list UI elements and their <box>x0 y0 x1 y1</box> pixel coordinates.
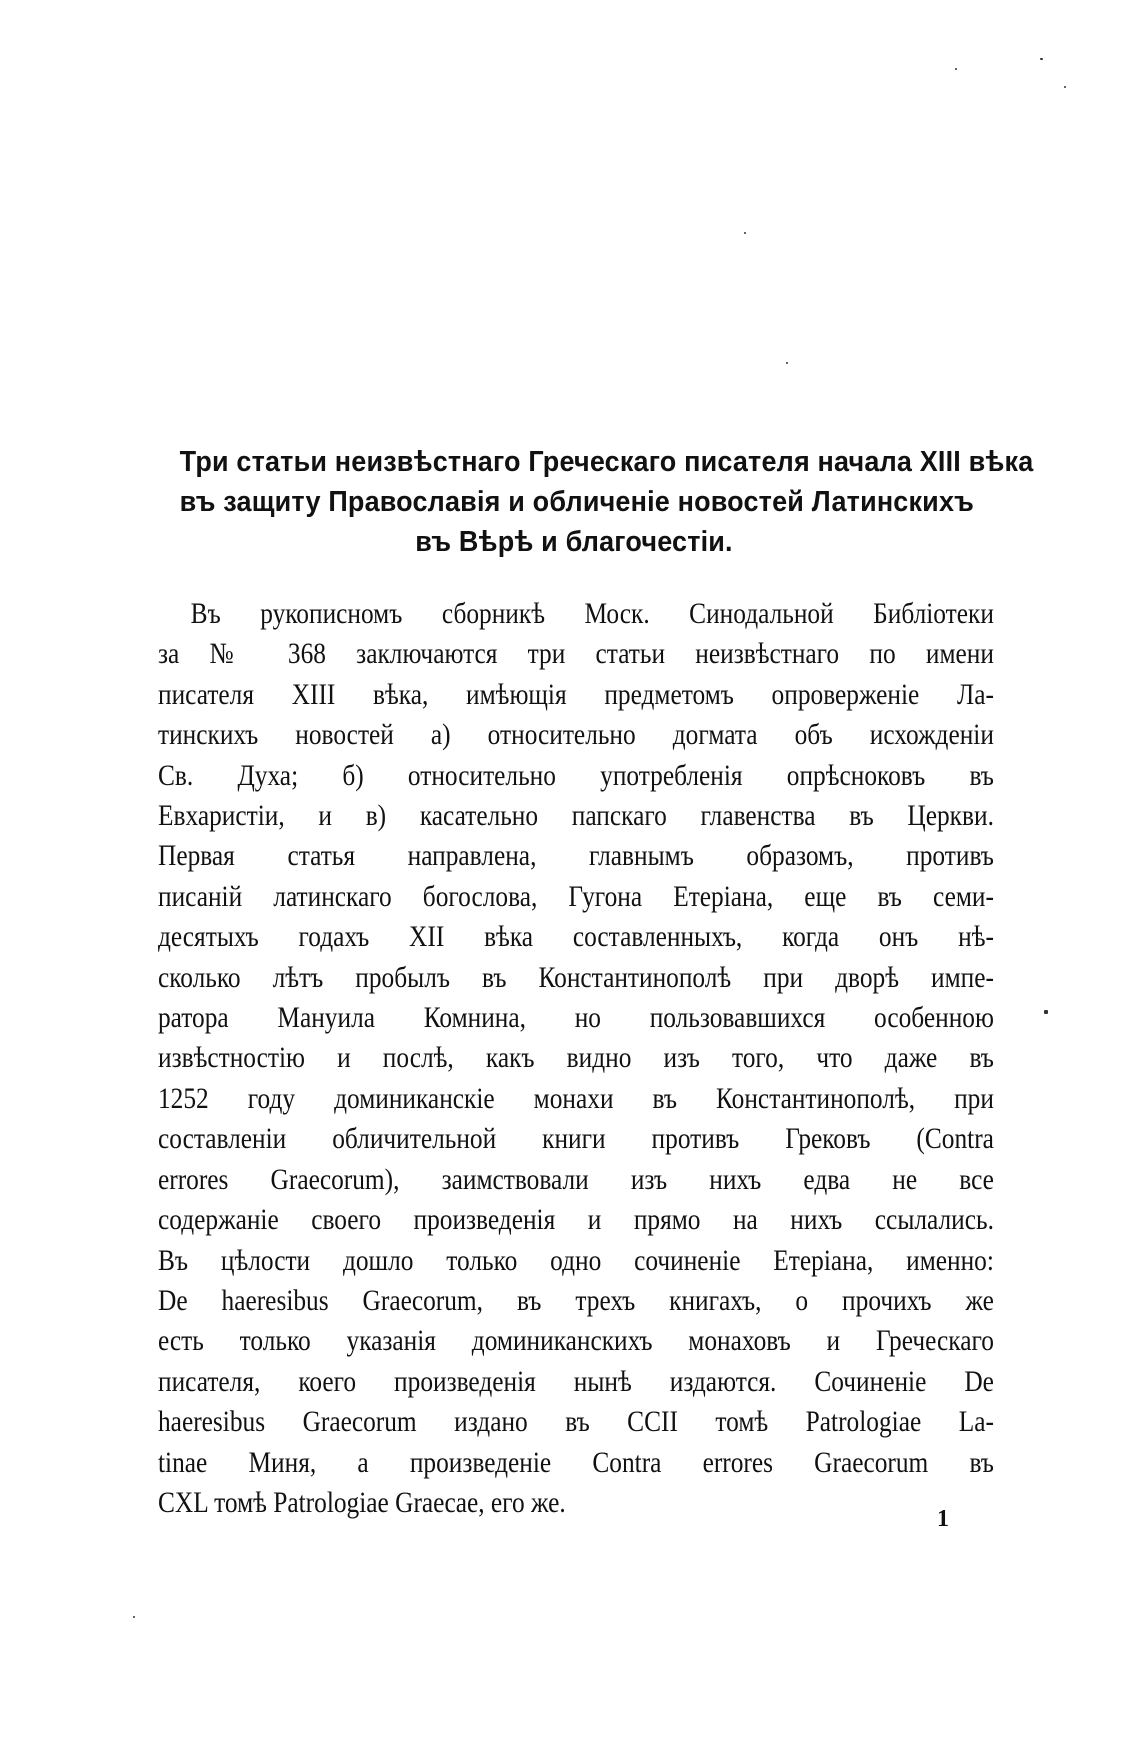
article-title <box>179 442 1034 562</box>
text-line: есть только указанія доминиканскихъ монаховъ и Греческаго <box>158 1325 994 1358</box>
text-line: 1252 году доминиканскіе монахи въ Константинополѣ, при <box>158 1082 994 1115</box>
text-line: за № 368 заключаются три статьи неизвѣстнаго по имени <box>158 638 994 671</box>
title-line: Три статьи неизвѣстнаго Греческаго писателя начала XIII вѣка <box>179 446 1034 478</box>
text-line: De haeresibus Graecorum, въ трехъ книгахъ, о прочихъ же <box>158 1284 994 1317</box>
title-line: въ защиту Православія и обличеніе новостей Латинскихъ <box>179 486 974 518</box>
scan-speck <box>133 1616 135 1618</box>
text-line: писателя XIII вѣка, имѣющія предметомъ опроверженіе Ла- <box>158 678 994 711</box>
scan-speck <box>1044 1010 1048 1014</box>
text-line: tinae Миня, а произведеніе Contra errores Graecorum въ <box>158 1446 994 1479</box>
text-line: писателя, коего произведенія нынѣ издаются. Сочиненіе De <box>158 1365 994 1398</box>
title-line: въ Вѣрѣ и благочестіи. <box>415 526 733 558</box>
text-line: Въ цѣлости дошло только одно сочиненіе Етеріана, именно: <box>158 1244 994 1277</box>
text-line: Св. Духа; б) относительно употребленія опрѣсноковъ въ <box>158 759 994 792</box>
text-line: содержаніе своего произведенія и прямо на нихъ ссылались. <box>158 1204 994 1237</box>
text-line: Евхаристіи, и в) касательно папскаго главенства въ Церкви. <box>158 800 994 833</box>
text-line: CXL томѣ Patrologiae Graecae, его же. <box>158 1486 566 1519</box>
page-number: 1 <box>937 1506 949 1532</box>
text-line: писаній латинскаго богослова, Гугона Етеріана, еще въ семи- <box>158 880 994 913</box>
text-line: десятыхъ годахъ XII вѣка составленныхъ, когда онъ нѣ- <box>158 921 994 954</box>
text-line: haeresibus Graecorum издано въ CCII томѣ Patrologiae La- <box>158 1406 994 1439</box>
text-line: тинскихъ новостей а) относительно догмата объ исхожденіи <box>158 719 994 752</box>
text-line: составленіи обличительной книги противъ Грековъ (Contra <box>158 1123 994 1156</box>
text-line: Первая статья направлена, главнымъ образомъ, противъ <box>158 840 994 873</box>
text-line: извѣстностію и послѣ, какъ видно изъ того, что даже въ <box>158 1042 994 1075</box>
scan-speck <box>744 232 746 234</box>
text-line: сколько лѣтъ пробылъ въ Константинополѣ при дворѣ импе- <box>158 961 994 994</box>
text-line: Въ рукописномъ сборникѣ Моск. Синодальной Библіотеки <box>190 598 994 630</box>
scan-speck <box>1040 58 1043 60</box>
body-paragraph <box>158 594 994 1523</box>
scan-speck <box>786 362 788 364</box>
scan-speck <box>955 68 957 70</box>
text-line: errores Graecorum), заимствовали изъ нихъ едва не все <box>158 1163 994 1196</box>
text-line: ратора Мануила Комнина, но пользовавшихся особенною <box>158 1002 994 1035</box>
scan-speck <box>1064 86 1066 88</box>
